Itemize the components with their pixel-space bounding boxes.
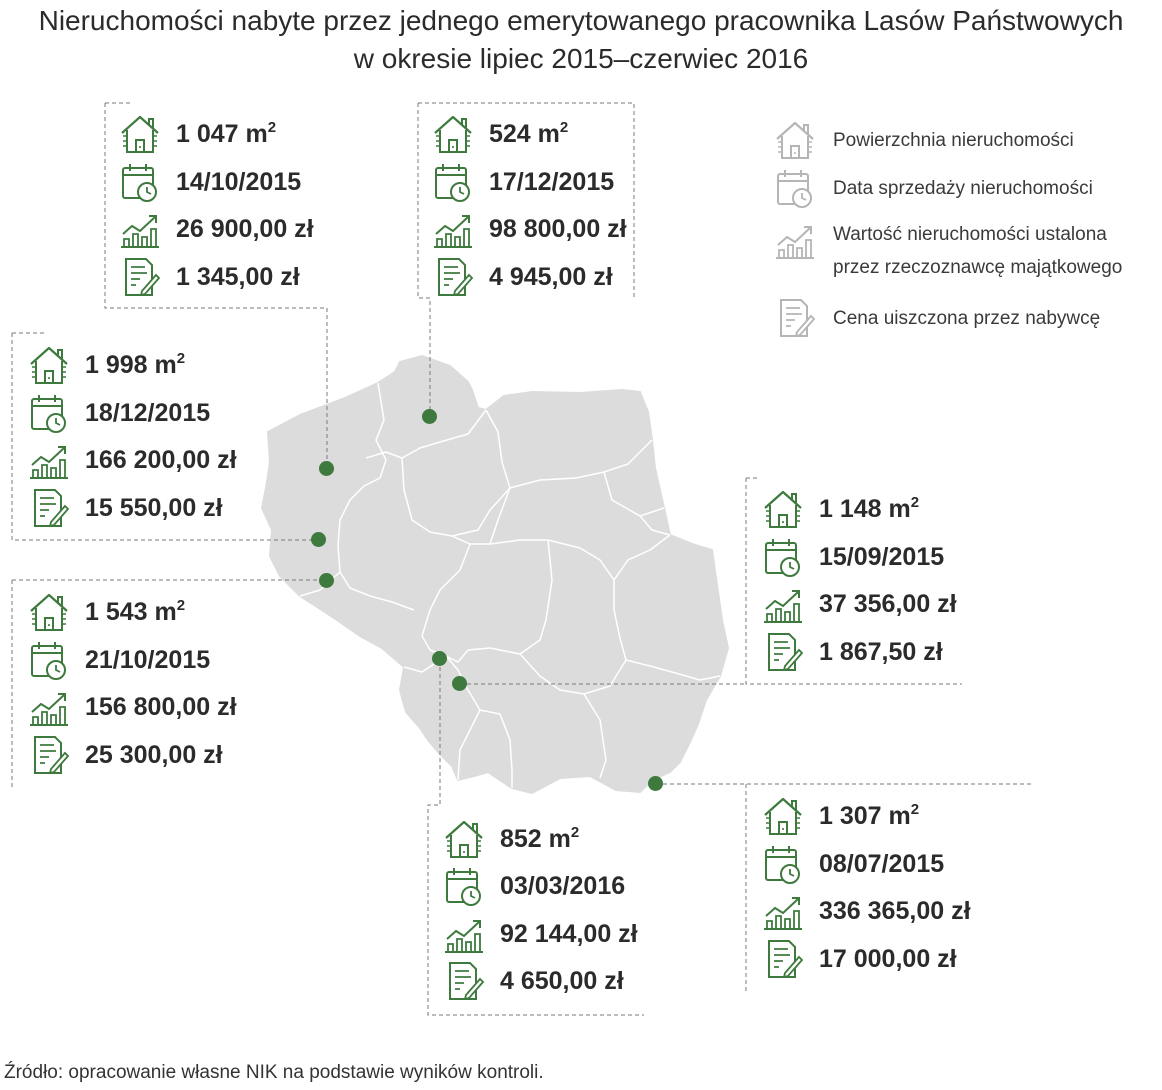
signed-document-icon [118,255,162,299]
property-area: 1 998 $m^2$ [85,350,186,379]
calendar-clock-icon [773,166,817,210]
location-dot-1[interactable] [422,409,437,424]
calendar-clock-icon [761,842,805,886]
house-icon [761,794,805,838]
title-line-2: w okresie lipiec 2015–czerwiec 2016 [353,43,809,74]
calendar-clock-icon [118,160,162,204]
property-value: 26 900,00 zł [176,214,314,243]
rising-chart-icon [27,685,71,729]
house-icon [773,118,817,162]
house-icon [761,487,805,531]
location-dot-7[interactable] [648,776,663,791]
calendar-clock-icon [27,638,71,682]
house-icon [27,590,71,634]
rising-chart-icon [118,207,162,251]
property-area: 524 $m^2$ [489,119,569,148]
signed-document-icon [27,733,71,777]
property-sale-date: 18/12/2015 [85,398,211,427]
property-price: 1 345,00 zł [176,262,300,291]
signed-document-icon [442,959,486,1003]
property-price: 4 945,00 zł [489,262,613,291]
property-price: 15 550,00 zł [85,493,223,522]
property-value: 156 800,00 zł [85,692,237,721]
house-icon [118,112,162,156]
property-price: 25 300,00 zł [85,740,223,769]
location-dot-6[interactable] [452,676,467,691]
property-sale-date: 03/03/2016 [500,871,626,900]
property-area: 1 543 $m^2$ [85,597,186,626]
house-icon [27,343,71,387]
rising-chart-icon [773,218,817,262]
calendar-clock-icon [431,160,475,204]
property-sale-date: 17/12/2015 [489,167,615,196]
property-price: 4 650,00 zł [500,966,624,995]
signed-document-icon [761,937,805,981]
location-dot-2[interactable] [319,461,334,476]
property-sale-date: 08/07/2015 [819,849,945,878]
property-sale-date: 15/09/2015 [819,542,945,571]
signed-document-icon [761,630,805,674]
location-dot-4[interactable] [319,573,334,588]
property-value: 166 200,00 zł [85,445,237,474]
signed-document-icon [431,255,475,299]
location-dot-5[interactable] [432,651,447,666]
house-icon [442,817,486,861]
location-dot-3[interactable] [311,532,326,547]
legend-area-label: Powierzchnia nieruchomości [833,129,1074,151]
property-value: 336 365,00 zł [819,896,971,925]
property-area: 1 307 $m^2$ [819,801,920,830]
source-note: Źródło: opracowanie własne NIK na podstawie wyników kontroli. [4,1062,544,1083]
title-line-1: Nieruchomości nabyte przez jednego emerytowanego pracownika Lasów Państwowych [38,5,1124,36]
rising-chart-icon [761,889,805,933]
property-sale-date: 21/10/2015 [85,645,211,674]
rising-chart-icon [431,207,475,251]
rising-chart-icon [442,912,486,956]
legend-value-label [833,218,1122,284]
property-area: 852 $m^2$ [500,824,580,853]
calendar-clock-icon [27,391,71,435]
rising-chart-icon [761,582,805,626]
legend-sale-date-label: Data sprzedaży nieruchomości [833,177,1093,199]
calendar-clock-icon [442,864,486,908]
calendar-clock-icon [761,535,805,579]
property-area: 1 148 $m^2$ [819,494,920,523]
property-price: 17 000,00 zł [819,944,957,973]
property-value: 92 144,00 zł [500,919,638,948]
legend-price-label: Cena uiszczona przez nabywcę [833,307,1101,329]
legend-value-line-2: przez rzeczoznawcę majątkowego [833,257,1123,278]
signed-document-icon [773,296,817,340]
property-value: 98 800,00 zł [489,214,627,243]
signed-document-icon [27,486,71,530]
property-area: 1 047 $m^2$ [176,119,277,148]
rising-chart-icon [27,438,71,482]
property-sale-date: 14/10/2015 [176,167,302,196]
property-price: 1 867,50 zł [819,637,943,666]
house-icon [431,112,475,156]
legend-value-line-1: Wartość nieruchomości ustalona [833,224,1107,245]
property-value: 37 356,00 zł [819,589,957,618]
